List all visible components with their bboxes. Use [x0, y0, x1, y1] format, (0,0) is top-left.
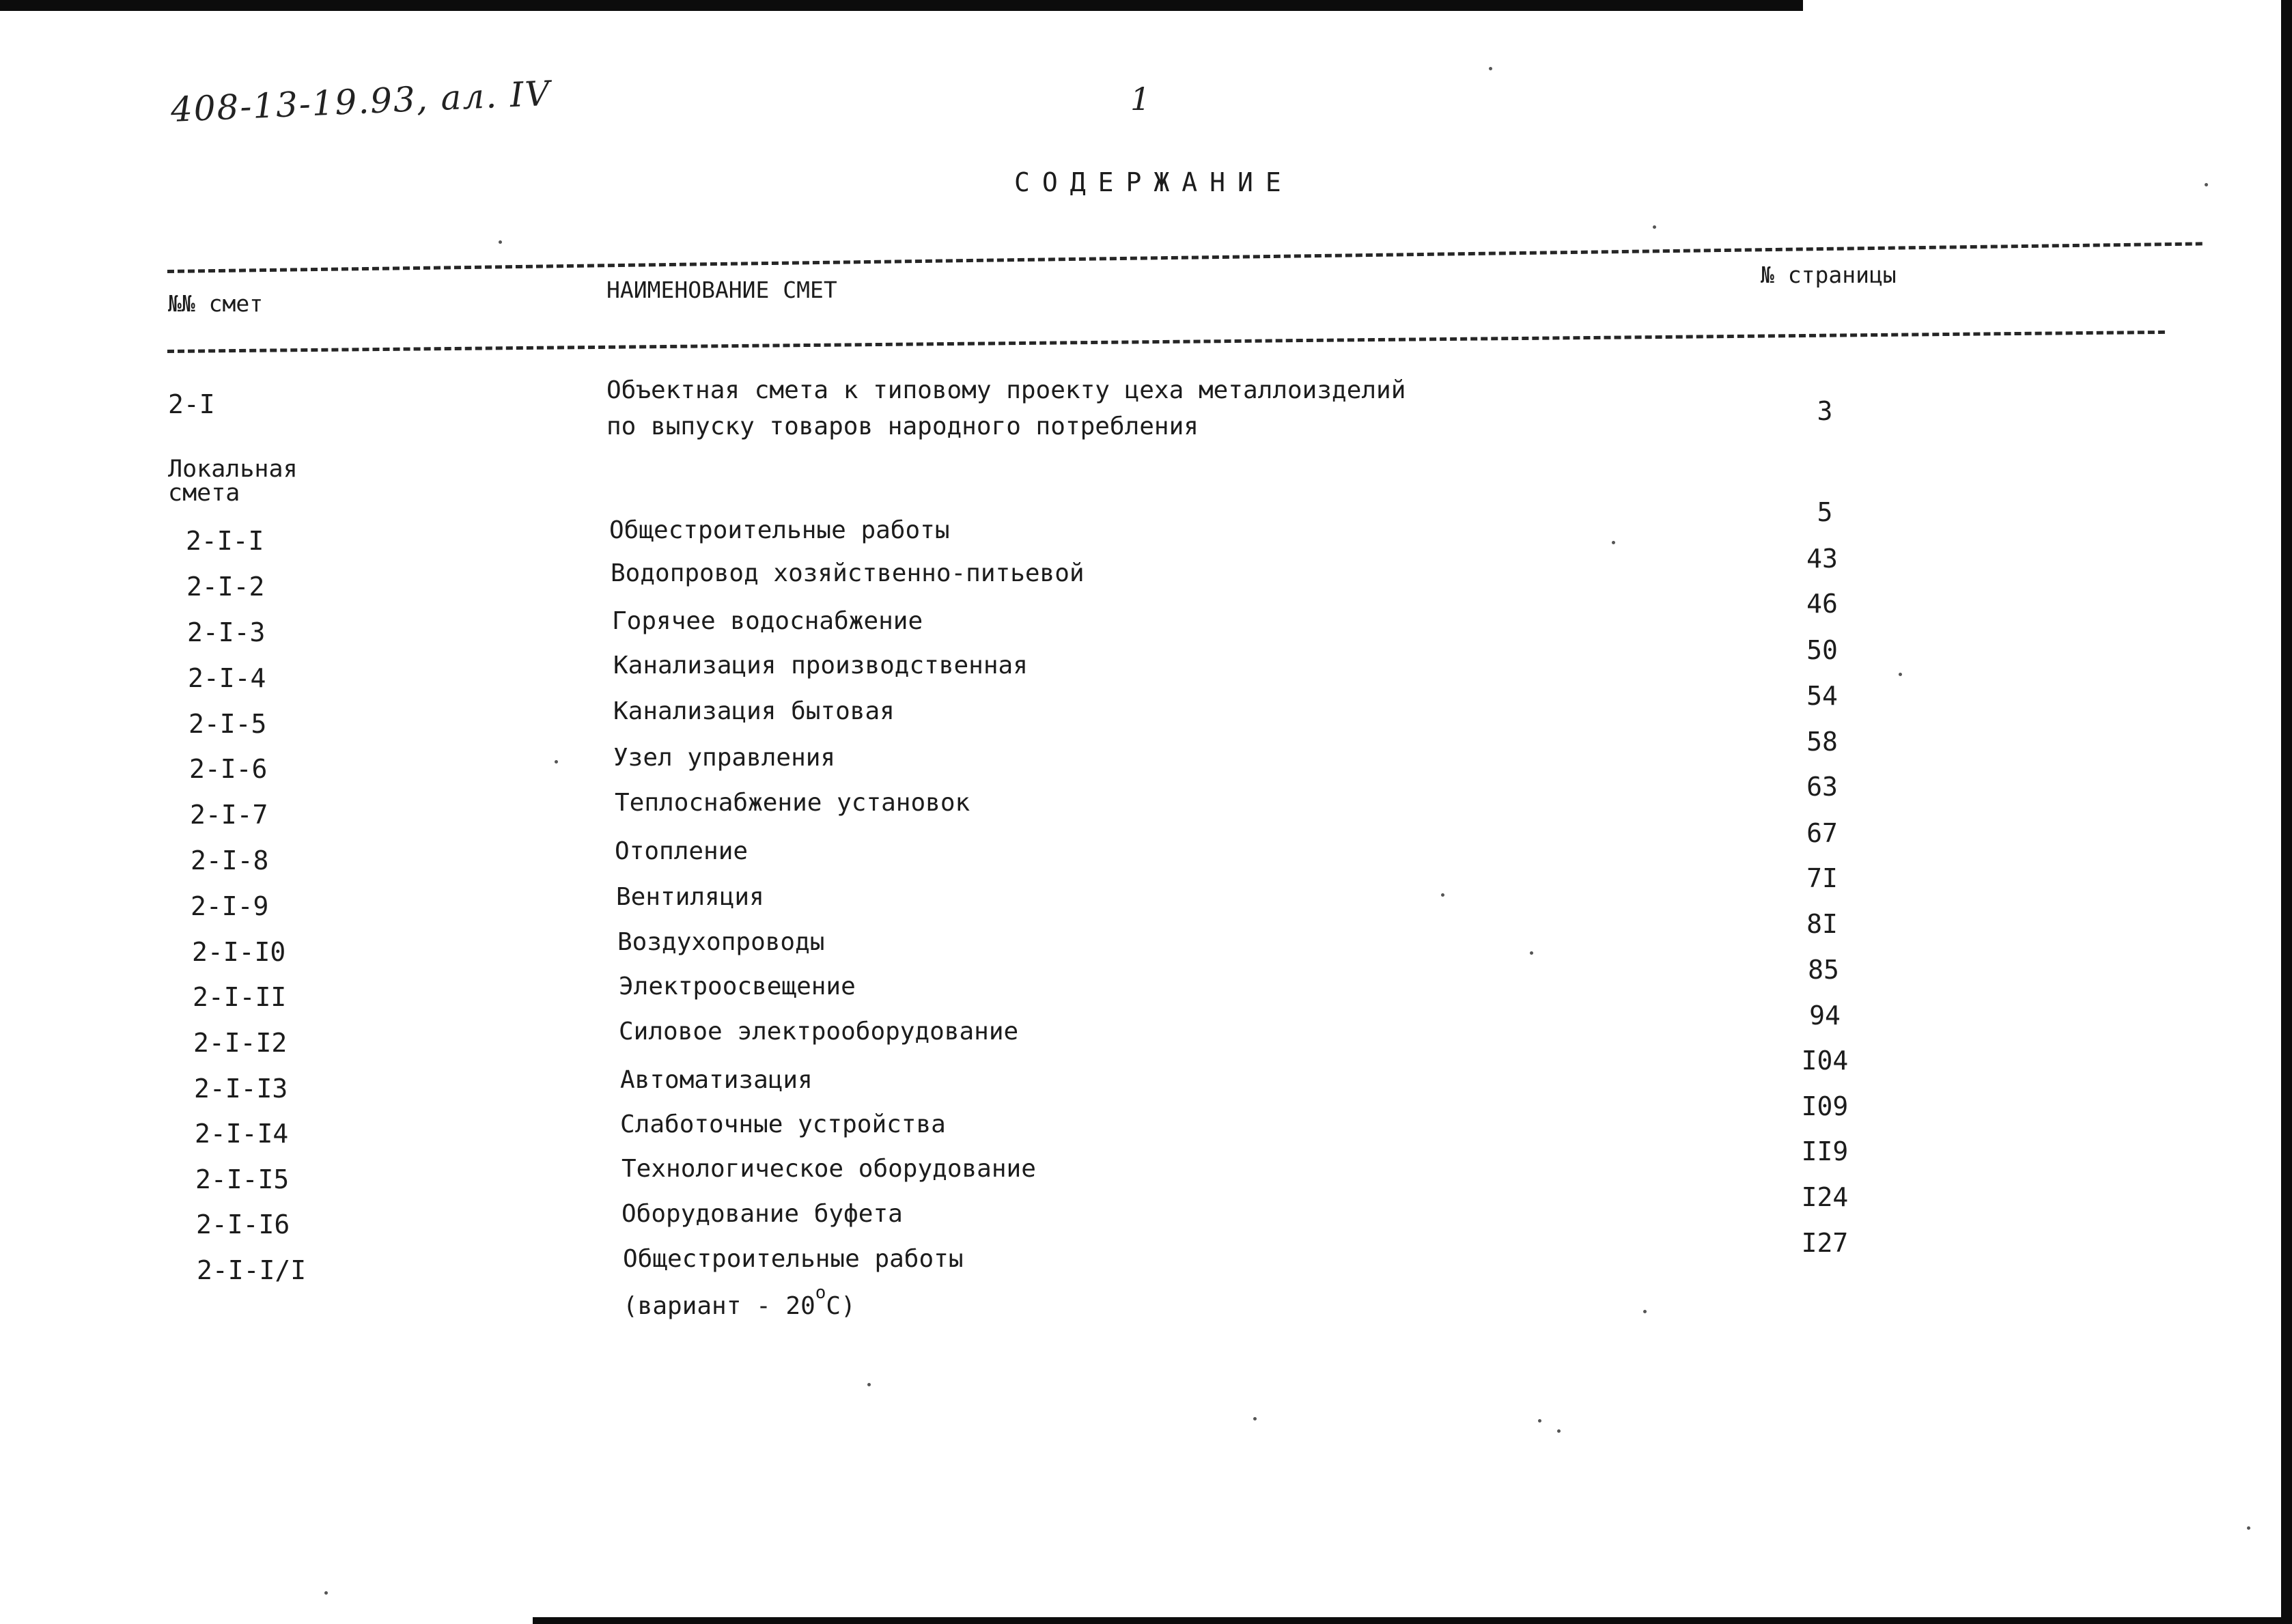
- item-page: II9: [1801, 1136, 1849, 1166]
- item-name: Оборудование буфета: [621, 1200, 903, 1228]
- item-name: Технологическое оборудование: [621, 1155, 1036, 1183]
- header-top-divider: [167, 242, 2203, 273]
- item-code: 2-I-II: [193, 982, 287, 1012]
- item-name: Горячее водоснабжение: [612, 607, 923, 635]
- column-header-number: №№ смет: [168, 290, 264, 317]
- item-name: Канализация бытовая: [613, 697, 895, 725]
- item-name: Вентиляция: [616, 883, 764, 911]
- item-page: I27: [1801, 1228, 1849, 1258]
- item-page: 63: [1806, 772, 1838, 802]
- item-page: 58: [1806, 727, 1838, 757]
- item-name: Силовое электрооборудование: [619, 1018, 1019, 1046]
- item-code: 2-I-6: [189, 754, 268, 784]
- local-estimate-label: [168, 458, 298, 505]
- item-code: 2-I-I5: [195, 1164, 290, 1194]
- scan-speck: [1441, 893, 1444, 897]
- item-page: 94: [1809, 1000, 1841, 1031]
- item-name: Электроосвещение: [619, 972, 856, 1000]
- item-page: 8I: [1806, 909, 1838, 939]
- item-code: 2-I-I/I: [197, 1255, 307, 1285]
- item-page: 46: [1806, 589, 1838, 619]
- object-estimate-code: 2-I: [168, 389, 215, 419]
- scan-speck: [1253, 1417, 1257, 1420]
- column-header-page: № страницы: [1761, 262, 1897, 288]
- scan-speck: [1530, 951, 1533, 955]
- page-title: СОДЕРЖАНИЕ: [1014, 167, 1294, 197]
- scan-speck: [2247, 1526, 2250, 1530]
- scan-speck: [499, 240, 502, 244]
- item-page: 43: [1806, 544, 1838, 574]
- item-code: 2-I-I3: [194, 1074, 288, 1104]
- item-code: 2-I-2: [186, 572, 265, 602]
- header-bottom-divider: [167, 331, 2165, 353]
- item-page: 50: [1806, 635, 1838, 665]
- item-name: Общестроительные работы: [623, 1245, 964, 1273]
- scan-speck: [1643, 1310, 1647, 1313]
- scan-speck: [867, 1383, 871, 1386]
- item-code: 2-I-3: [187, 617, 266, 647]
- item-name: Слаботочные устройства: [620, 1110, 946, 1138]
- scan-speck: [1557, 1429, 1561, 1433]
- scan-speck: [1899, 673, 1902, 676]
- item-page: 54: [1806, 681, 1838, 711]
- item-page: I09: [1801, 1091, 1849, 1121]
- scan-speck: [2205, 183, 2208, 186]
- item-name: Канализация производственная: [613, 652, 1028, 680]
- local-estimate-label-line1: Локальная: [168, 456, 298, 483]
- item-note: [623, 1283, 856, 1321]
- item-note-suffix: С): [826, 1292, 856, 1320]
- item-page: I24: [1801, 1182, 1849, 1212]
- object-estimate-page: 3: [1817, 396, 1833, 426]
- item-name: Воздухопроводы: [617, 928, 825, 956]
- scan-speck: [324, 1591, 328, 1595]
- object-estimate-name-line2: по выпуску товаров народного потребления: [606, 412, 1199, 440]
- scan-speck: [555, 760, 558, 764]
- item-code: 2-I-I2: [193, 1028, 288, 1058]
- scan-edge-top: [0, 0, 1803, 11]
- document-code: 408-13-19.93, ал. IV: [169, 73, 552, 130]
- item-code: 2-I-4: [188, 663, 266, 693]
- item-name: Теплоснабжение установок: [615, 789, 970, 817]
- item-code: 2-I-7: [190, 800, 268, 830]
- local-estimate-label-line2: смета: [168, 479, 240, 507]
- scan-speck: [1538, 1419, 1541, 1423]
- scan-edge-bottom: [533, 1617, 2292, 1624]
- scan-speck: [1653, 225, 1656, 229]
- item-code: 2-I-I4: [195, 1119, 289, 1149]
- object-estimate-name-line1: Объектная смета к типовому проекту цеха металлоизделий: [606, 376, 1406, 404]
- page-number: 1: [1130, 81, 1151, 117]
- item-page: 85: [1808, 955, 1839, 985]
- item-name: Узел управления: [613, 744, 836, 772]
- item-page: 67: [1806, 818, 1838, 848]
- item-page: I04: [1801, 1046, 1849, 1076]
- item-note-prefix: (вариант - 20: [623, 1292, 815, 1320]
- item-name: Автоматизация: [620, 1066, 813, 1094]
- item-code: 2-I-I0: [192, 937, 286, 967]
- item-page: 7I: [1806, 863, 1838, 893]
- item-name: Отопление: [615, 837, 749, 865]
- scan-speck: [1612, 541, 1615, 544]
- scan-speck: [1489, 67, 1492, 70]
- item-name: Общестроительные работы: [609, 516, 950, 544]
- item-code: 2-I-5: [188, 709, 267, 739]
- item-name: Водопровод хозяйственно-питьевой: [611, 559, 1085, 587]
- scan-edge-right: [2281, 0, 2292, 1624]
- column-header-name: НАИМЕНОВАНИЕ СМЕТ: [606, 277, 837, 303]
- item-page: 5: [1817, 497, 1833, 527]
- item-code: 2-I-9: [191, 891, 269, 921]
- item-code: 2-I-8: [191, 845, 269, 876]
- item-code: 2-I-I: [186, 526, 264, 556]
- item-code: 2-I-I6: [196, 1209, 290, 1240]
- degree-sign: о: [815, 1283, 826, 1303]
